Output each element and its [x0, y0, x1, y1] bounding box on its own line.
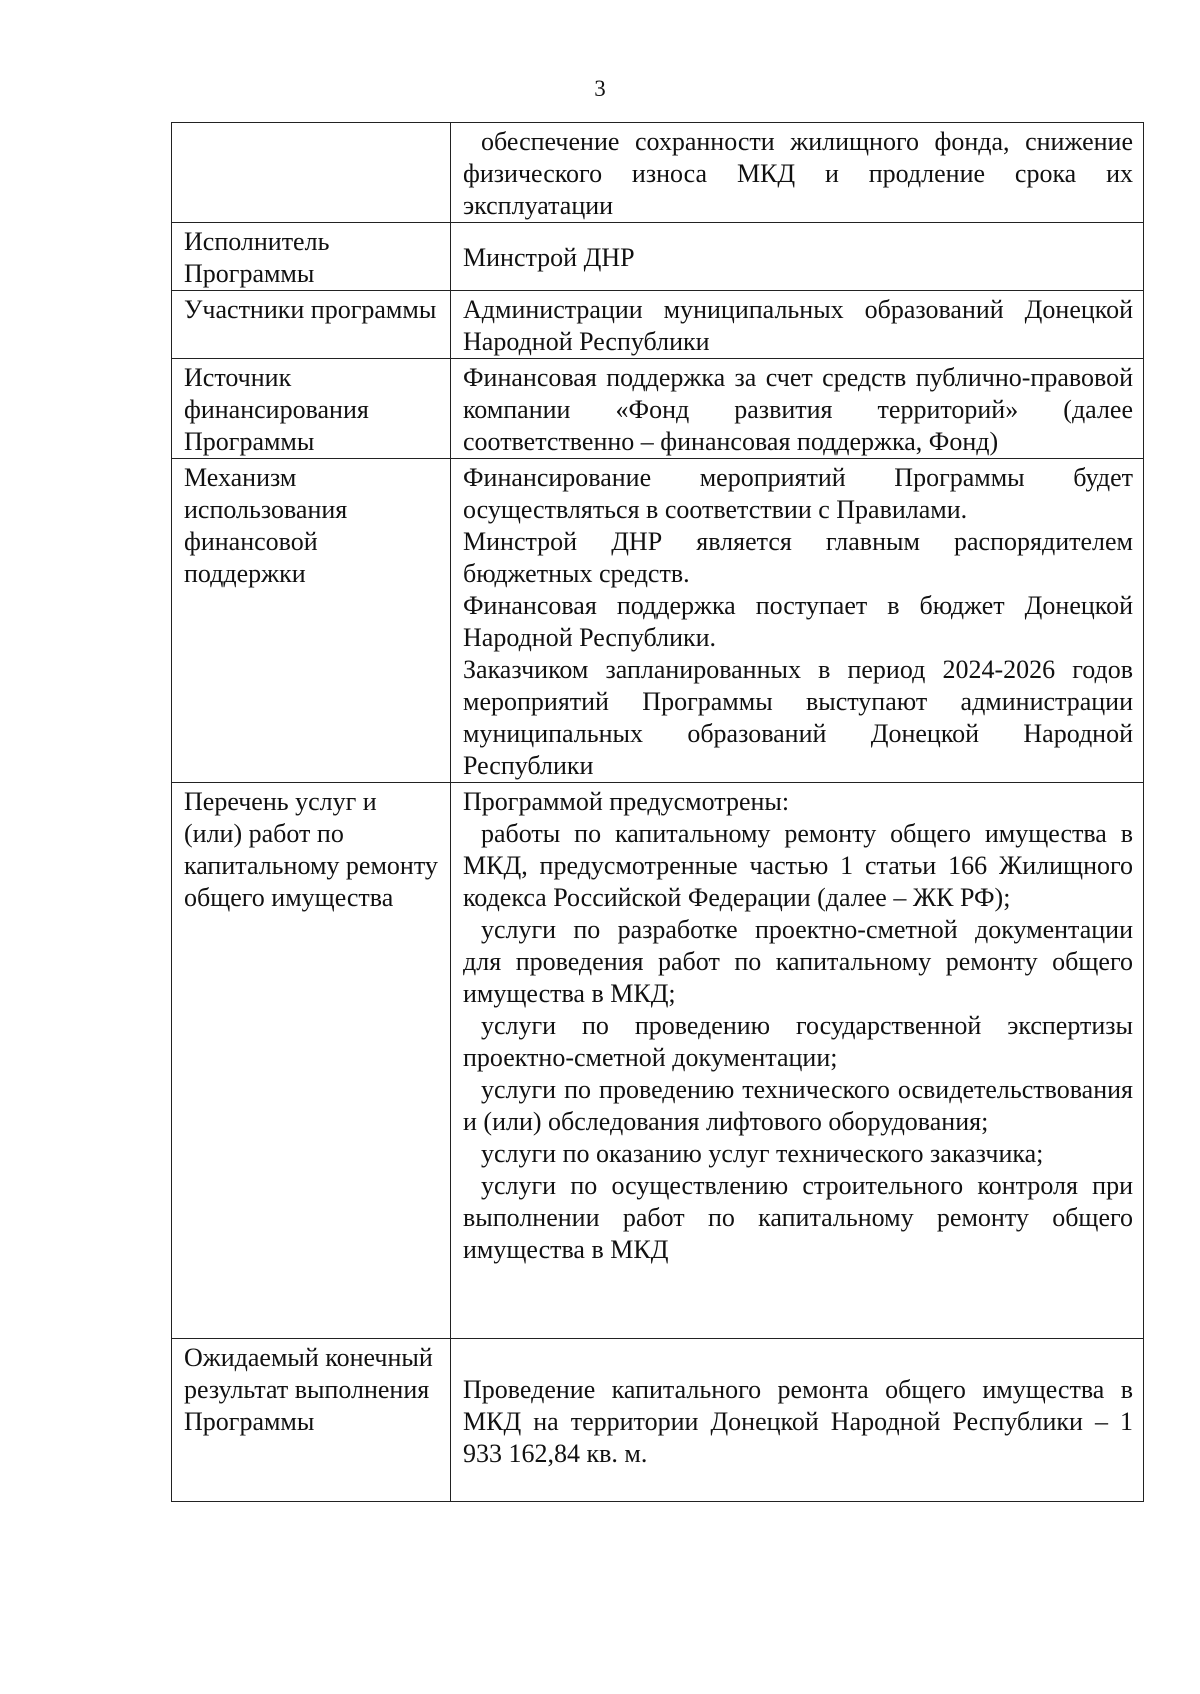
- content-paragraph: Проведение капитального ремонта общего имущества в МКД на территории Донецкой Народной Республики – 1 933 162,84 кв. м.: [463, 1374, 1133, 1468]
- content-paragraph: Заказчиком запланированных в период 2024-2026 годов мероприятий Программы выступают администрации муниципальных образований Донецкой Народной Республики: [463, 655, 1133, 780]
- content-paragraph: Минстрой ДНР: [463, 243, 635, 272]
- page-number: 3: [594, 76, 606, 101]
- content-paragraph: Финансирование мероприятий Программы будет осуществляться в соответствии с Правилами.: [463, 463, 1133, 524]
- row-content: [451, 291, 1144, 359]
- content-paragraph: обеспечение сохранности жилищного фонда, снижение физического износа МКД и продление срока их эксплуатации: [463, 127, 1133, 220]
- content-paragraph: услуги по проведению государственной экспертизы проектно-сметной документации;: [463, 1011, 1133, 1072]
- row-label: Участники программы: [172, 291, 451, 359]
- table-row: [172, 359, 1144, 459]
- table-row: [172, 291, 1144, 359]
- row-content: [451, 459, 1144, 783]
- row-label: [172, 123, 451, 223]
- row-label: Ожидаемый конечный результат выполнения Программы: [172, 1339, 451, 1502]
- content-paragraph: работы по капитальному ремонту общего имущества в МКД, предусмотренные частью 1 статьи 166 Жилищного кодекса Российской Федерации (далее – ЖК РФ);: [463, 819, 1133, 912]
- row-label: Перечень услуг и (или) работ по капитальному ремонту общего имущества: [172, 783, 451, 1339]
- program-passport-table: [171, 122, 1144, 1502]
- content-paragraph: услуги по проведению технического освидетельствования и (или) обследования лифтового оборудования;: [463, 1075, 1133, 1136]
- row-label: Источник финансирования Программы: [172, 359, 451, 459]
- row-content: [451, 783, 1144, 1339]
- row-content: [451, 359, 1144, 459]
- table-row: [172, 459, 1144, 783]
- row-label: Механизм использования финансовой поддержки: [172, 459, 451, 783]
- content-paragraph: услуги по разработке проектно-сметной документации для проведения работ по капитальному ремонту общего имущества в МКД;: [463, 915, 1133, 1008]
- row-content: [451, 123, 1144, 223]
- table-row: [172, 223, 1144, 291]
- row-content: [451, 223, 1144, 291]
- table-row: [172, 1339, 1144, 1502]
- content-paragraph: Минстрой ДНР является главным распорядителем бюджетных средств.: [463, 527, 1133, 588]
- table-row: [172, 123, 1144, 223]
- row-content: [451, 1339, 1144, 1502]
- content-paragraph: услуги по осуществлению строительного контроля при выполнении работ по капитальному ремонту общего имущества в МКД: [463, 1171, 1133, 1264]
- content-paragraph: Финансовая поддержка поступает в бюджет Донецкой Народной Республики.: [463, 591, 1133, 652]
- content-paragraph: Программой предусмотрены:: [463, 787, 790, 816]
- table-row: [172, 783, 1144, 1339]
- row-label: Исполнитель Программы: [172, 223, 451, 291]
- content-paragraph: Финансовая поддержка за счет средств публично-правовой компании «Фонд развития территорий» (далее соответственно – финансовая поддержка, Фонд): [463, 363, 1133, 456]
- content-paragraph: Администрации муниципальных образований Донецкой Народной Республики: [463, 295, 1133, 356]
- content-paragraph: услуги по оказанию услуг технического заказчика;: [481, 1139, 1044, 1168]
